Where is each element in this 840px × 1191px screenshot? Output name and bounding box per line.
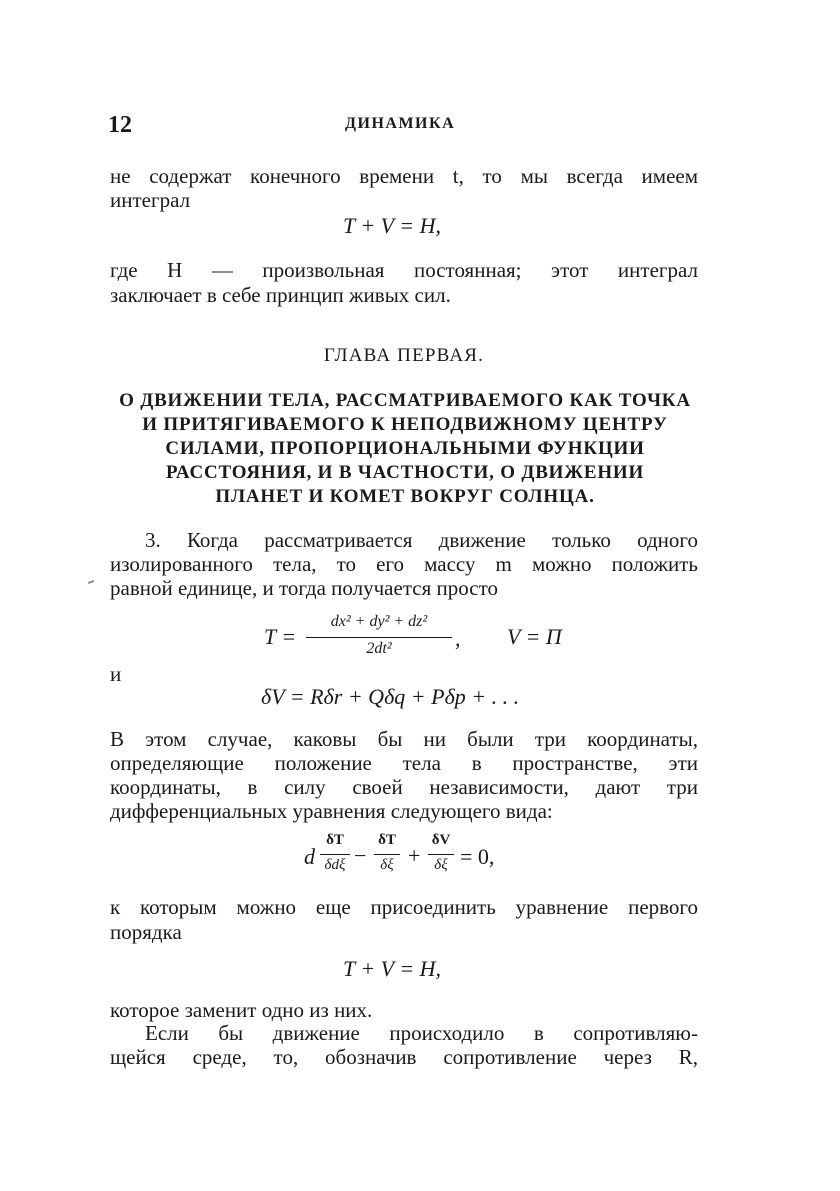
- paragraph-line: к которым можно еще присоединить уравнение первого: [110, 895, 698, 919]
- paragraph-line: порядка: [110, 920, 182, 944]
- fraction-numerator: δV: [431, 832, 451, 848]
- paragraph-line: интеграл: [110, 188, 191, 212]
- paragraph-line: где H — произвольная постоянная; этот интеграл: [110, 258, 698, 282]
- fraction-numerator: δT: [378, 832, 396, 848]
- chapter-title-line: О ДВИЖЕНИИ ТЕЛА, РАССМАТРИВАЕМОГО КАК ТОЧКА: [119, 390, 691, 411]
- fraction-bar: [374, 854, 400, 855]
- fraction-numerator: dx² + dy² + dz²: [330, 613, 428, 630]
- equation-minus: −: [354, 843, 367, 868]
- equation-lagrange-d: d: [304, 844, 315, 869]
- paragraph-line: не содержат конечного времени t, то мы всегда имеем: [110, 164, 698, 188]
- paragraph-line: которое заменит одно из них.: [110, 998, 373, 1022]
- equation-virtual-work: δV = Rδr + Qδq + Pδp + . . .: [261, 684, 520, 709]
- fraction-numerator: δT: [326, 832, 344, 848]
- paragraph-line: определяющие положение тела в пространстве, эти: [110, 751, 698, 775]
- paragraph-line: В этом случае, каковы бы ни были три координаты,: [110, 727, 698, 751]
- paragraph-line: Если бы движение происходило в сопротивляю-: [145, 1021, 698, 1045]
- paragraph-line: заключает в себе принцип живых сил.: [110, 283, 451, 307]
- paragraph-line: равной единице, и тогда получается просто: [110, 576, 498, 600]
- paragraph-line: дифференциальных уравнения следующего вида:: [110, 799, 553, 823]
- paragraph-line: 3. Когда рассматривается движение только одного: [145, 528, 698, 552]
- fraction-bar: [428, 854, 454, 855]
- equation-energy-integral: T + V = H,: [343, 956, 441, 981]
- fraction-denominator: δdξ: [324, 857, 346, 873]
- fraction-denominator: 2dt²: [366, 640, 392, 657]
- chapter-title-line: РАССТОЯНИЯ, И В ЧАСТНОСТИ, О ДВИЖЕНИИ: [165, 462, 645, 483]
- fraction-denominator: δξ: [434, 857, 448, 873]
- page-number: 12: [108, 112, 132, 138]
- paragraph-line: изолированного тела, то его массу m можно положить: [110, 552, 698, 576]
- conjunction: и: [110, 662, 122, 686]
- running-title: ДИНАМИКА: [345, 115, 456, 132]
- equation-kinetic-lhs: T =: [264, 624, 297, 649]
- equation-comma: ,: [455, 626, 461, 651]
- equation-rhs: = 0,: [460, 844, 495, 869]
- fraction-denominator: δξ: [380, 857, 394, 873]
- chapter-title-line: СИЛАМИ, ПРОПОРЦИОНАЛЬНЫМИ ФУНКЦИИ: [165, 438, 645, 459]
- equation-energy-integral: T + V = H,: [343, 213, 441, 238]
- paragraph-line: координаты, в силу своей независимости, дают три: [110, 775, 698, 799]
- equation-plus: +: [408, 843, 421, 868]
- equation-potential: V = Π: [507, 624, 562, 649]
- print-mark: [88, 580, 94, 583]
- fraction-bar: [306, 637, 452, 638]
- chapter-label: ГЛАВА ПЕРВАЯ.: [323, 345, 485, 366]
- fraction-bar: [320, 854, 350, 855]
- chapter-title-line: И ПРИТЯГИВАЕМОГО К НЕПОДВИЖНОМУ ЦЕНТРУ: [142, 414, 668, 435]
- paragraph-line: щейся среде, то, обозначив сопротивление через R,: [110, 1045, 698, 1069]
- chapter-title-line: ПЛАНЕТ И КОМЕТ ВОКРУГ СОЛНЦА.: [215, 486, 595, 507]
